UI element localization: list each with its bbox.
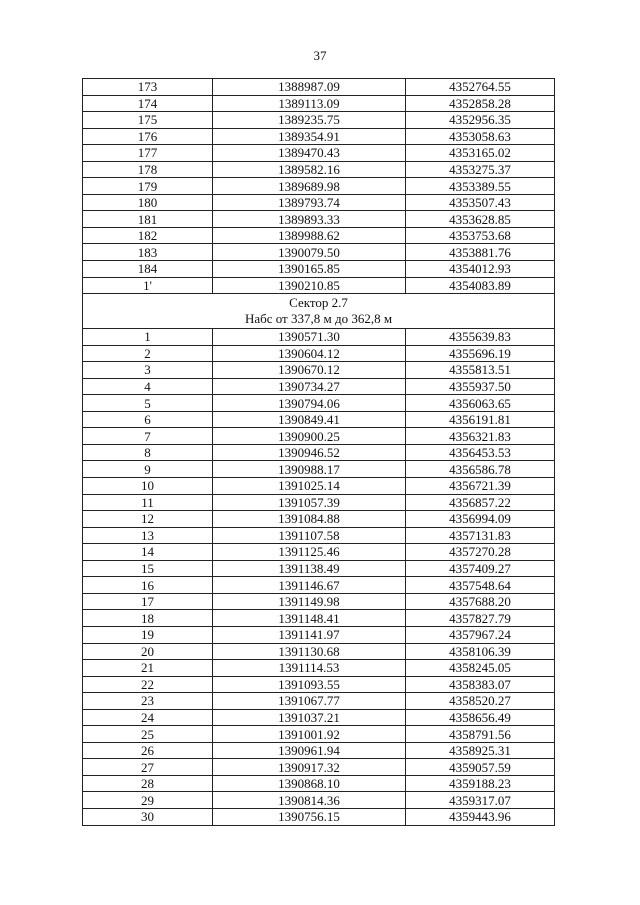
point-number-cell: 25 [83, 726, 213, 743]
table-body-bottom [83, 329, 555, 825]
table-row [83, 626, 555, 643]
x-coordinate-cell: 1390165.85 [213, 261, 406, 278]
y-coordinate-cell: 4356063.65 [406, 395, 555, 412]
x-coordinate-cell: 1389470.43 [213, 145, 406, 162]
table-row [83, 411, 555, 428]
y-coordinate-cell: 4355937.50 [406, 378, 555, 395]
table-row [83, 244, 555, 261]
y-coordinate-cell: 4354012.93 [406, 261, 555, 278]
point-number-cell: 176 [83, 128, 213, 145]
table-row [83, 227, 555, 244]
y-coordinate-cell: 4357688.20 [406, 593, 555, 610]
table-row [83, 610, 555, 627]
y-coordinate-cell: 4358245.05 [406, 660, 555, 677]
table-row [83, 95, 555, 112]
x-coordinate-cell: 1390756.15 [213, 808, 406, 825]
x-coordinate-cell: 1391149.98 [213, 593, 406, 610]
y-coordinate-cell: 4358106.39 [406, 643, 555, 660]
x-coordinate-cell: 1390571.30 [213, 329, 406, 346]
table-row [83, 128, 555, 145]
x-coordinate-cell: 1390868.10 [213, 775, 406, 792]
x-coordinate-cell: 1390210.85 [213, 277, 406, 294]
table-row [83, 444, 555, 461]
table-row [83, 527, 555, 544]
x-coordinate-cell: 1390734.27 [213, 378, 406, 395]
y-coordinate-cell: 4354083.89 [406, 277, 555, 294]
x-coordinate-cell: 1391025.14 [213, 478, 406, 495]
table-row [83, 792, 555, 809]
x-coordinate-cell: 1389893.33 [213, 211, 406, 228]
section-header-body [83, 294, 555, 329]
table-row [83, 428, 555, 445]
table-row [83, 759, 555, 776]
point-number-cell: 178 [83, 161, 213, 178]
table-row [83, 808, 555, 825]
y-coordinate-cell: 4355639.83 [406, 329, 555, 346]
x-coordinate-cell: 1391084.88 [213, 511, 406, 528]
y-coordinate-cell: 4356586.78 [406, 461, 555, 478]
y-coordinate-cell: 4353058.63 [406, 128, 555, 145]
point-number-cell: 4 [83, 378, 213, 395]
point-number-cell: 174 [83, 95, 213, 112]
table-row [83, 178, 555, 195]
table-row [83, 362, 555, 379]
point-number-cell: 28 [83, 775, 213, 792]
point-number-cell: 27 [83, 759, 213, 776]
point-number-cell: 1' [83, 277, 213, 294]
table-row [83, 742, 555, 759]
point-number-cell: 181 [83, 211, 213, 228]
x-coordinate-cell: 1389689.98 [213, 178, 406, 195]
table-row [83, 544, 555, 561]
y-coordinate-cell: 4355696.19 [406, 345, 555, 362]
x-coordinate-cell: 1389793.74 [213, 194, 406, 211]
table-row [83, 395, 555, 412]
y-coordinate-cell: 4357409.27 [406, 560, 555, 577]
point-number-cell: 26 [83, 742, 213, 759]
x-coordinate-cell: 1390079.50 [213, 244, 406, 261]
table-row [83, 261, 555, 278]
x-coordinate-cell: 1388987.09 [213, 79, 406, 96]
y-coordinate-cell: 4358520.27 [406, 693, 555, 710]
x-coordinate-cell: 1391037.21 [213, 709, 406, 726]
point-number-cell: 24 [83, 709, 213, 726]
y-coordinate-cell: 4353165.02 [406, 145, 555, 162]
point-number-cell: 2 [83, 345, 213, 362]
table-body-top [83, 79, 555, 294]
table-row [83, 660, 555, 677]
point-number-cell: 1 [83, 329, 213, 346]
table-row [83, 560, 555, 577]
point-number-cell: 177 [83, 145, 213, 162]
x-coordinate-cell: 1390917.32 [213, 759, 406, 776]
x-coordinate-cell: 1390900.25 [213, 428, 406, 445]
point-number-cell: 23 [83, 693, 213, 710]
point-number-cell: 173 [83, 79, 213, 96]
y-coordinate-cell: 4359188.23 [406, 775, 555, 792]
point-number-cell: 11 [83, 494, 213, 511]
y-coordinate-cell: 4357131.83 [406, 527, 555, 544]
section-subtitle: Набс от 337,8 м до 362,8 м [244, 311, 393, 327]
point-number-cell: 19 [83, 626, 213, 643]
y-coordinate-cell: 4357270.28 [406, 544, 555, 561]
x-coordinate-cell: 1391130.68 [213, 643, 406, 660]
y-coordinate-cell: 4353507.43 [406, 194, 555, 211]
point-number-cell: 20 [83, 643, 213, 660]
y-coordinate-cell: 4357827.79 [406, 610, 555, 627]
point-number-cell: 12 [83, 511, 213, 528]
point-number-cell: 10 [83, 478, 213, 495]
x-coordinate-cell: 1389582.16 [213, 161, 406, 178]
y-coordinate-cell: 4353275.37 [406, 161, 555, 178]
x-coordinate-cell: 1390814.36 [213, 792, 406, 809]
coordinates-table [82, 78, 555, 826]
point-number-cell: 6 [83, 411, 213, 428]
y-coordinate-cell: 4356191.81 [406, 411, 555, 428]
x-coordinate-cell: 1391114.53 [213, 660, 406, 677]
y-coordinate-cell: 4356453.53 [406, 444, 555, 461]
x-coordinate-cell: 1390961.94 [213, 742, 406, 759]
y-coordinate-cell: 4359317.07 [406, 792, 555, 809]
point-number-cell: 180 [83, 194, 213, 211]
x-coordinate-cell: 1389354.91 [213, 128, 406, 145]
x-coordinate-cell: 1390794.06 [213, 395, 406, 412]
table-row [83, 478, 555, 495]
y-coordinate-cell: 4355813.51 [406, 362, 555, 379]
x-coordinate-cell: 1391138.49 [213, 560, 406, 577]
point-number-cell: 9 [83, 461, 213, 478]
table-row [83, 277, 555, 294]
table-row [83, 79, 555, 96]
table-row [83, 577, 555, 594]
point-number-cell: 182 [83, 227, 213, 244]
point-number-cell: 22 [83, 676, 213, 693]
table-row [83, 593, 555, 610]
y-coordinate-cell: 4356321.83 [406, 428, 555, 445]
section-title: Сектор 2.7 [289, 295, 348, 311]
section-header-row [83, 294, 555, 329]
y-coordinate-cell: 4359057.59 [406, 759, 555, 776]
y-coordinate-cell: 4353753.68 [406, 227, 555, 244]
x-coordinate-cell: 1391107.58 [213, 527, 406, 544]
point-number-cell: 17 [83, 593, 213, 610]
y-coordinate-cell: 4352764.55 [406, 79, 555, 96]
x-coordinate-cell: 1389113.09 [213, 95, 406, 112]
x-coordinate-cell: 1390604.12 [213, 345, 406, 362]
x-coordinate-cell: 1391148.41 [213, 610, 406, 627]
table-row [83, 494, 555, 511]
y-coordinate-cell: 4357967.24 [406, 626, 555, 643]
x-coordinate-cell: 1390670.12 [213, 362, 406, 379]
point-number-cell: 13 [83, 527, 213, 544]
section-header-cell [83, 294, 555, 329]
point-number-cell: 30 [83, 808, 213, 825]
y-coordinate-cell: 4352858.28 [406, 95, 555, 112]
x-coordinate-cell: 1391001.92 [213, 726, 406, 743]
table-row [83, 709, 555, 726]
y-coordinate-cell: 4356721.39 [406, 478, 555, 495]
x-coordinate-cell: 1391067.77 [213, 693, 406, 710]
point-number-cell: 16 [83, 577, 213, 594]
y-coordinate-cell: 4358925.31 [406, 742, 555, 759]
table-row [83, 676, 555, 693]
x-coordinate-cell: 1391146.67 [213, 577, 406, 594]
point-number-cell: 184 [83, 261, 213, 278]
point-number-cell: 18 [83, 610, 213, 627]
x-coordinate-cell: 1390988.17 [213, 461, 406, 478]
table-row [83, 461, 555, 478]
x-coordinate-cell: 1391057.39 [213, 494, 406, 511]
table-row [83, 693, 555, 710]
table-row [83, 378, 555, 395]
y-coordinate-cell: 4358656.49 [406, 709, 555, 726]
y-coordinate-cell: 4356994.09 [406, 511, 555, 528]
x-coordinate-cell: 1391125.46 [213, 544, 406, 561]
x-coordinate-cell: 1390946.52 [213, 444, 406, 461]
table-row [83, 329, 555, 346]
x-coordinate-cell: 1389235.75 [213, 112, 406, 129]
y-coordinate-cell: 4357548.64 [406, 577, 555, 594]
table-row [83, 194, 555, 211]
y-coordinate-cell: 4352956.35 [406, 112, 555, 129]
table-row [83, 211, 555, 228]
point-number-cell: 29 [83, 792, 213, 809]
x-coordinate-cell: 1391093.55 [213, 676, 406, 693]
x-coordinate-cell: 1389988.62 [213, 227, 406, 244]
y-coordinate-cell: 4356857.22 [406, 494, 555, 511]
y-coordinate-cell: 4358383.07 [406, 676, 555, 693]
point-number-cell: 183 [83, 244, 213, 261]
point-number-cell: 7 [83, 428, 213, 445]
x-coordinate-cell: 1390849.41 [213, 411, 406, 428]
point-number-cell: 175 [83, 112, 213, 129]
table-row [83, 775, 555, 792]
table-row [83, 511, 555, 528]
y-coordinate-cell: 4359443.96 [406, 808, 555, 825]
table-row [83, 112, 555, 129]
table-row [83, 145, 555, 162]
table-row [83, 726, 555, 743]
point-number-cell: 21 [83, 660, 213, 677]
x-coordinate-cell: 1391141.97 [213, 626, 406, 643]
y-coordinate-cell: 4353389.55 [406, 178, 555, 195]
point-number-cell: 5 [83, 395, 213, 412]
point-number-cell: 3 [83, 362, 213, 379]
table-row [83, 345, 555, 362]
y-coordinate-cell: 4358791.56 [406, 726, 555, 743]
table-row [83, 161, 555, 178]
y-coordinate-cell: 4353628.85 [406, 211, 555, 228]
point-number-cell: 15 [83, 560, 213, 577]
point-number-cell: 14 [83, 544, 213, 561]
page-number: 37 [313, 48, 327, 63]
table-row [83, 643, 555, 660]
y-coordinate-cell: 4353881.76 [406, 244, 555, 261]
point-number-cell: 179 [83, 178, 213, 195]
point-number-cell: 8 [83, 444, 213, 461]
